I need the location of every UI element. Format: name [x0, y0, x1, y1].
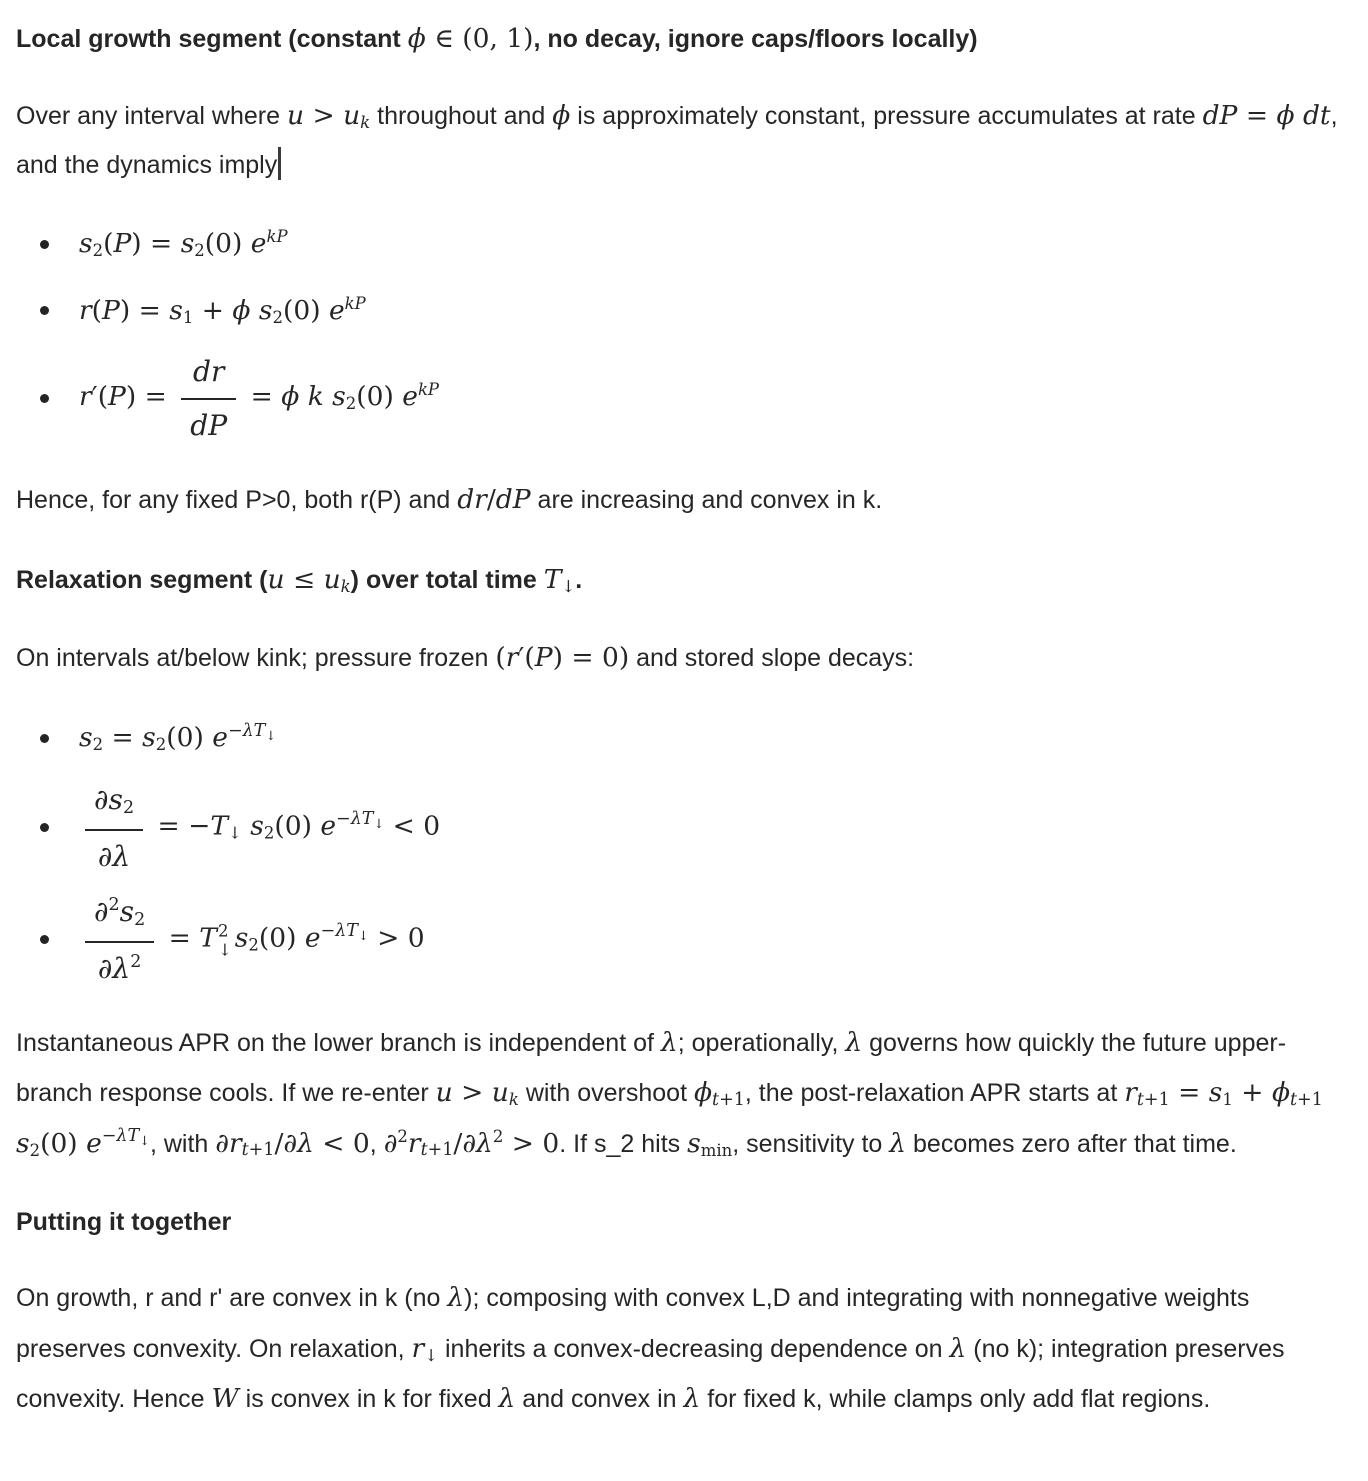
- math-run: ) =: [125, 381, 176, 413]
- list-item-formula: [79, 352, 439, 445]
- math-run: λ: [889, 1127, 907, 1159]
- math-subscript: [242, 1140, 275, 1159]
- text-run: with overshoot: [518, 1079, 694, 1108]
- math-subscript: 2: [194, 241, 205, 261]
- math-run: (: [103, 228, 114, 260]
- math-run: t: [1136, 1090, 1144, 1111]
- math-subscript: 2: [155, 735, 167, 755]
- math-subscript: 1: [182, 307, 194, 327]
- math-run: dr: [193, 354, 225, 388]
- math-run: ) =: [131, 228, 181, 260]
- math-subscript: ↓: [373, 816, 385, 832]
- math-run: ϕ dt: [1276, 100, 1331, 132]
- math-run: ∂: [94, 894, 109, 928]
- math-run: P: [534, 641, 553, 673]
- math-run: =: [103, 722, 143, 754]
- math-supsub: [218, 923, 232, 960]
- intro-paragraph: [16, 91, 1350, 189]
- math-run: ∂λ: [283, 1127, 314, 1159]
- math-subscript: 2: [122, 797, 135, 818]
- math-run: +: [193, 294, 233, 326]
- math-run: ′(: [518, 641, 535, 673]
- apr-paragraph: [16, 1018, 1350, 1169]
- math-run: (: [495, 641, 506, 673]
- text-run: is convex in k for fixed: [238, 1385, 499, 1414]
- list-item-formula: [79, 780, 440, 876]
- math-run: +1: [1297, 1090, 1323, 1111]
- math-run: λ: [845, 1026, 863, 1058]
- text-run: , with: [149, 1129, 216, 1158]
- text-cursor-caret: [278, 147, 281, 180]
- math-run: (: [91, 294, 103, 326]
- math-superscript: 2: [108, 894, 120, 915]
- math-run: /: [453, 1127, 463, 1159]
- math-subscript: ↓: [561, 577, 576, 597]
- text-run: ,: [369, 1129, 384, 1158]
- math-subscript: k: [508, 1090, 519, 1110]
- math-run: s: [241, 810, 264, 842]
- math-run: +1: [427, 1140, 454, 1161]
- bullet-dot: [40, 394, 49, 403]
- math-run: u: [267, 564, 285, 596]
- math-run: ′(: [91, 381, 109, 413]
- summary-paragraph: [16, 1273, 1350, 1424]
- math-run: +1: [248, 1140, 275, 1161]
- math-run: u: [286, 100, 305, 132]
- math-subscript: [421, 1140, 454, 1159]
- growth-equations-list: [16, 219, 1350, 445]
- math-run: −: [101, 1126, 117, 1147]
- math-run: λT: [116, 1126, 140, 1147]
- math-run: < 0: [384, 810, 441, 842]
- math-run: e: [212, 722, 228, 754]
- math-run: +: [1232, 1077, 1272, 1109]
- math-run: (0): [283, 294, 329, 326]
- math-run: s: [16, 1127, 30, 1159]
- fraction-numerator: [85, 892, 154, 943]
- math-run: > 0: [368, 922, 425, 954]
- math-run: ϕ k s: [281, 381, 346, 413]
- text-run: becomes zero after that time.: [906, 1129, 1237, 1158]
- math-run: ∈ (0, 1): [425, 23, 534, 54]
- math-subscript: k: [340, 577, 351, 597]
- math-subscript: 2: [272, 307, 284, 327]
- math-run: =: [1169, 1077, 1209, 1109]
- math-run: =: [1237, 100, 1277, 132]
- math-run: s: [1208, 1077, 1223, 1109]
- math-run: ∂: [383, 1127, 398, 1159]
- math-run: ϕ: [407, 23, 426, 54]
- math-superscript: 2: [130, 951, 142, 972]
- math-run: = −: [149, 810, 211, 842]
- math-run: t: [1290, 1090, 1298, 1111]
- math-run: +1: [719, 1090, 745, 1111]
- math-run: T: [210, 810, 229, 842]
- math-run: ∂λ: [97, 951, 131, 985]
- text-run: , no decay, ignore caps/floors locally): [533, 25, 978, 53]
- math-run: u: [435, 1077, 453, 1109]
- list-item: [16, 352, 1350, 445]
- math-run: r: [79, 294, 92, 326]
- math-run: (0): [274, 810, 321, 842]
- math-superscript: 2: [217, 921, 229, 941]
- math-run: t: [712, 1090, 720, 1111]
- text-run: for fixed k, while clamps only add flat regions.: [700, 1385, 1211, 1414]
- math-run: e: [86, 1127, 102, 1159]
- math-run: (0): [258, 922, 305, 954]
- math-run: T: [199, 922, 217, 954]
- bullet-dot: [40, 935, 49, 944]
- math-run: P: [102, 294, 120, 326]
- text-run: governs how quickly the future upper-branch response cools. If we re-enter: [16, 1028, 1287, 1108]
- math-fraction: [181, 352, 236, 445]
- text-run: On intervals at/below kink; pressure frozen: [16, 643, 496, 672]
- list-item: [16, 286, 1350, 336]
- math-run: ∂λ: [97, 839, 131, 873]
- list-item-formula: [79, 219, 288, 269]
- math-run: s: [142, 722, 156, 754]
- math-subscript: 2: [29, 1140, 41, 1160]
- text-run: Over any interval where: [16, 102, 287, 131]
- math-run: e: [320, 810, 337, 842]
- math-run: r: [407, 1127, 421, 1159]
- math-superscript: kP: [266, 226, 288, 246]
- list-item: [16, 892, 1350, 988]
- math-run: −: [227, 720, 243, 741]
- fraction-denominator: [181, 400, 236, 445]
- math-run: u: [491, 1077, 509, 1109]
- math-run: /: [486, 484, 496, 516]
- relaxation-intro-paragraph: [16, 633, 1350, 683]
- text-run: is approximately constant, pressure accumulates at rate: [570, 102, 1203, 131]
- text-run: Putting it together: [16, 1207, 232, 1236]
- math-run: P: [113, 228, 132, 260]
- bullet-dot: [40, 734, 49, 743]
- math-run: λT: [242, 720, 266, 741]
- hence-paragraph: [16, 475, 1350, 525]
- math-run: r: [411, 1332, 425, 1364]
- math-superscript: [101, 1126, 150, 1150]
- math-run: (0): [40, 1127, 87, 1159]
- math-run: λ: [949, 1332, 967, 1364]
- math-run: e: [250, 228, 267, 260]
- math-run: >: [304, 100, 344, 132]
- math-run: P: [108, 381, 126, 413]
- fraction-numerator: [181, 352, 236, 400]
- math-run: t: [241, 1140, 249, 1161]
- math-run: dr: [457, 484, 487, 516]
- math-subscript: 2: [263, 823, 275, 843]
- bullet-dot: [40, 240, 49, 249]
- putting-it-together-heading: [16, 1199, 1350, 1247]
- math-run: s: [169, 294, 183, 326]
- math-run: λ: [683, 1383, 701, 1415]
- math-run: T: [543, 564, 562, 596]
- fraction-denominator: [85, 943, 154, 988]
- math-superscript: kP: [417, 379, 440, 399]
- math-run: s: [687, 1127, 701, 1159]
- math-run: s: [79, 228, 93, 260]
- math-subscript: 2: [92, 735, 104, 755]
- list-item-formula: [79, 713, 276, 763]
- math-run: ∂λ: [462, 1127, 493, 1159]
- math-subscript: 2: [134, 909, 146, 930]
- bullet-dot: [40, 306, 49, 315]
- text-run: (no k); integration preserves convexity. Hence: [16, 1334, 1285, 1414]
- math-run: /: [274, 1127, 284, 1159]
- relaxation-equations-list: [16, 713, 1350, 988]
- math-subscript: ↓: [217, 940, 232, 960]
- math-subscript: [1290, 1090, 1323, 1109]
- text-run: ); composing with convex L,D and integrating with nonnegative weights preserves convexity. On relaxation,: [16, 1284, 1250, 1363]
- math-run: ∂r: [215, 1127, 242, 1159]
- list-item: [16, 780, 1350, 876]
- text-run: and convex in: [515, 1385, 684, 1414]
- math-superscript: 2: [397, 1126, 408, 1146]
- text-run: , the post-relaxation APR starts at: [744, 1079, 1125, 1108]
- math-run: < 0: [313, 1127, 370, 1159]
- text-run: Local growth segment (constant: [16, 25, 408, 53]
- math-run: r: [505, 641, 519, 673]
- text-run: , sensitivity to: [732, 1129, 890, 1158]
- text-run: Hence, for any fixed P>0, both r(P) and: [16, 486, 458, 515]
- math-run: >: [452, 1077, 492, 1109]
- math-run: ϕ: [693, 1077, 713, 1109]
- math-run: e: [328, 294, 345, 326]
- text-run: On growth, r and r' are convex in k (no: [16, 1284, 448, 1313]
- text-run: inherits a convex-decreasing dependence on: [438, 1334, 950, 1363]
- math-run: ≤: [284, 564, 324, 596]
- math-run: dP: [495, 484, 531, 516]
- list-item: [16, 713, 1350, 763]
- text-run: throughout and: [370, 102, 553, 131]
- math-run: s: [180, 228, 195, 260]
- text-run: . If s_2 hits: [559, 1129, 688, 1158]
- math-run: (0): [204, 228, 251, 260]
- math-run: e: [304, 922, 321, 954]
- math-fraction: [85, 892, 154, 988]
- list-item-formula: [79, 286, 366, 336]
- math-subscript: min: [700, 1140, 733, 1160]
- math-run: s: [79, 722, 93, 754]
- math-run: ϕ: [552, 100, 571, 132]
- text-run: Relaxation segment (: [16, 566, 268, 595]
- text-run: ; operationally,: [677, 1028, 846, 1057]
- math-run: s: [119, 894, 135, 928]
- bullet-dot: [40, 823, 49, 832]
- math-run: ϕ: [1271, 1077, 1291, 1109]
- list-item: [16, 219, 1350, 269]
- text-run: , and the dynamics imply: [16, 102, 1338, 179]
- math-subscript: [1137, 1090, 1170, 1109]
- math-subscript: 2: [345, 394, 357, 414]
- list-item-formula: [79, 892, 425, 988]
- math-superscript: [227, 720, 277, 744]
- math-run: dP: [190, 409, 228, 442]
- math-run: > 0: [503, 1127, 560, 1159]
- math-run: r: [79, 381, 92, 413]
- text-run: ) over total time: [350, 566, 544, 595]
- math-run: =: [160, 922, 200, 954]
- math-run: r: [1124, 1077, 1137, 1109]
- text-run: are increasing and convex in k.: [530, 486, 883, 515]
- math-superscript: [320, 921, 369, 944]
- math-run: −: [320, 921, 336, 942]
- math-run: λ: [660, 1026, 678, 1058]
- math-subscript: ↓: [228, 823, 242, 843]
- math-run: e: [402, 381, 418, 413]
- math-run: u: [343, 100, 361, 132]
- math-run: (0): [356, 381, 403, 413]
- math-run: +1: [1143, 1090, 1170, 1111]
- math-superscript: kP: [344, 293, 366, 313]
- math-subscript: 1: [1222, 1090, 1233, 1110]
- math-run: ∂s: [94, 782, 123, 816]
- math-run: −: [336, 808, 351, 829]
- math-run: s: [234, 922, 249, 954]
- math-subscript: ↓: [139, 1134, 150, 1150]
- math-run: λ: [498, 1383, 516, 1415]
- math-subscript: 2: [92, 241, 104, 261]
- math-subscript: ↓: [357, 928, 369, 944]
- math-superscript: 2: [492, 1126, 504, 1146]
- relaxation-heading: [16, 555, 1350, 605]
- fraction-numerator: [85, 780, 143, 831]
- math-script-letter: W: [211, 1383, 239, 1415]
- math-run: λT: [350, 808, 374, 829]
- math-subscript: k: [360, 113, 371, 133]
- math-superscript: [336, 808, 385, 832]
- math-run: ) =: [119, 294, 170, 326]
- math-run: =: [242, 381, 282, 413]
- math-run: ϕ s: [232, 294, 273, 326]
- math-run: t: [420, 1140, 428, 1161]
- math-run: λ: [447, 1282, 465, 1314]
- math-fraction: [85, 780, 143, 876]
- fraction-denominator: [85, 831, 143, 876]
- math-run: dP: [1202, 100, 1238, 132]
- math-run: (0): [166, 722, 213, 754]
- math-run: λT: [335, 921, 358, 942]
- math-run: ) = 0): [552, 641, 630, 673]
- text-run: .: [575, 566, 583, 595]
- math-subscript: [712, 1090, 745, 1109]
- math-subscript: ↓: [424, 1345, 439, 1365]
- math-subscript: ↓: [265, 728, 277, 744]
- local-growth-heading: [16, 14, 1350, 64]
- text-run: Instantaneous APR on the lower branch is independent of: [16, 1028, 661, 1057]
- math-subscript: 2: [248, 935, 259, 955]
- math-run: u: [323, 564, 341, 596]
- text-run: and stored slope decays:: [629, 643, 915, 672]
